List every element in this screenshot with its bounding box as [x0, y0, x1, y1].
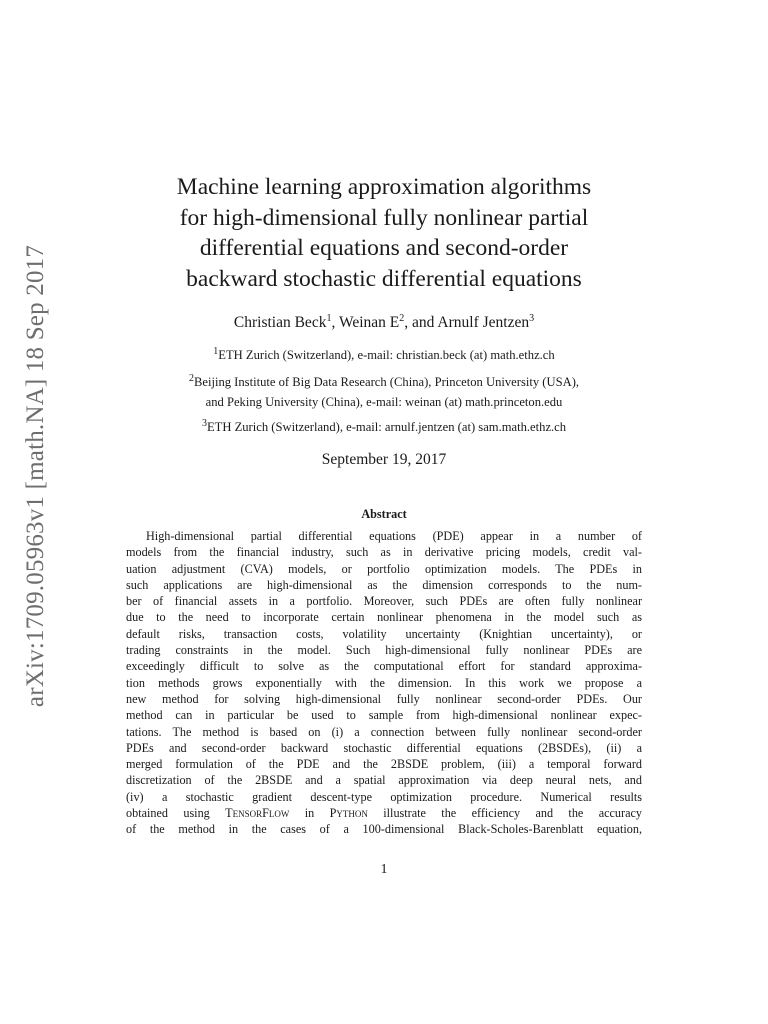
affiliation-text: ETH Zurich (Switzerland), e-mail: christian.beck (at) math.ethz.ch [218, 348, 555, 363]
abstract-line: such applications are high-dimensional as the dimension corresponds to the num- [126, 577, 642, 592]
abstract-line: (iv) a stochastic gradient descent-type optimization procedure. Numerical results [126, 789, 642, 804]
affiliation-continuation: and Peking University (China), e-mail: weinan (at) math.princeton.edu [205, 395, 563, 409]
abstract-line: High-dimensional partial differential equations (PDE) appear in a number of [146, 529, 642, 543]
affiliation-mark: 1 [326, 313, 332, 324]
abstract-line: default risks, transaction costs, volatility uncertainty (Knightian uncertainty), or [126, 626, 642, 641]
abstract-line: trading constraints in the model. Such high-dimensional fully nonlinear PDEs are [126, 643, 642, 658]
abstract-line: tion methods grows exponentially with the dimension. In this work we propose a [126, 675, 642, 690]
arxiv-identifier-stamp: arXiv:1709.05963v1 [math.NA] 18 Sep 2017 [22, 244, 49, 708]
abstract-line: due to the need to incorporate certain nonlinear phenomena in the model such as [126, 610, 642, 625]
abstract-text-fragment: obtained using [126, 806, 226, 821]
affiliation-mark: 1 [213, 346, 219, 357]
abstract-line [126, 805, 642, 821]
abstract-line: PDEs and second-order backward stochastic differential equations (2BSDEs), (ii) a [126, 740, 642, 755]
abstract-line: merged formulation of the PDE and the 2BSDE problem, (iii) a temporal forward [126, 757, 642, 772]
author-name: Christian Beck [233, 314, 327, 332]
affiliation [114, 373, 654, 390]
title-line: for high-dimensional fully nonlinear partial [179, 204, 589, 231]
affiliation-mark: 3 [529, 313, 535, 324]
abstract-text-fragment: illustrate the efficiency and the accuracy [367, 806, 642, 821]
affiliation-text: ETH Zurich (Switzerland), e-mail: arnulf.jentzen (at) sam.math.ethz.ch [206, 420, 567, 435]
abstract-line: uation adjustment (CVA) models, or portfolio optimization models. The PDEs in [126, 561, 642, 576]
author-separator: , [331, 314, 339, 332]
page-number: 1 [380, 862, 388, 877]
abstract-heading: Abstract [361, 507, 407, 521]
affiliation-text: Beijing Institute of Big Data Research (China), Princeton University (USA), [193, 375, 580, 390]
affiliation-mark: 2 [399, 313, 405, 324]
paper-date: September 19, 2017 [321, 451, 447, 468]
paper-title [114, 172, 654, 294]
affiliation [114, 346, 654, 363]
abstract-text [126, 528, 642, 838]
abstract-line: ber of financial assets in a portfolio. Moreover, such PDEs are often fully nonlinear [126, 594, 642, 609]
abstract-line: of the method in the cases of a 100-dimensional Black-Scholes-Barenblatt equation, [126, 822, 642, 837]
abstract-line: models from the financial industry, such as in derivative pricing models, credit val- [126, 545, 642, 560]
abstract-text-fragment: in [289, 806, 330, 821]
affiliation [114, 418, 654, 435]
author-separator: , and [404, 314, 438, 332]
software-name: TensorFlow [225, 806, 290, 821]
abstract-line: method can in particular be used to sample from high-dimensional nonlinear expec- [126, 708, 642, 723]
author-name: Weinan E [338, 314, 400, 332]
author-name: Arnulf Jentzen [437, 314, 530, 332]
title-line: differential equations and second-order [199, 235, 569, 261]
abstract-line: new method for solving high-dimensional fully nonlinear second-order PDEs. Our [126, 691, 642, 706]
affiliation-mark: 3 [201, 418, 207, 429]
abstract-line: exceedingly difficult to solve as the computational effort for standard approxima- [126, 659, 642, 674]
title-line: backward stochastic differential equations [186, 265, 582, 292]
author-list [114, 313, 654, 332]
affiliation-mark: 2 [188, 373, 194, 384]
title-line: Machine learning approximation algorithms [176, 174, 592, 200]
abstract-line: discretization of the 2BSDE and a spatial approximation via deep neural nets, and [126, 773, 642, 788]
abstract-line: tations. The method is based on (i) a connection between fully nonlinear second-order [126, 724, 642, 739]
software-name: Python [329, 806, 368, 821]
